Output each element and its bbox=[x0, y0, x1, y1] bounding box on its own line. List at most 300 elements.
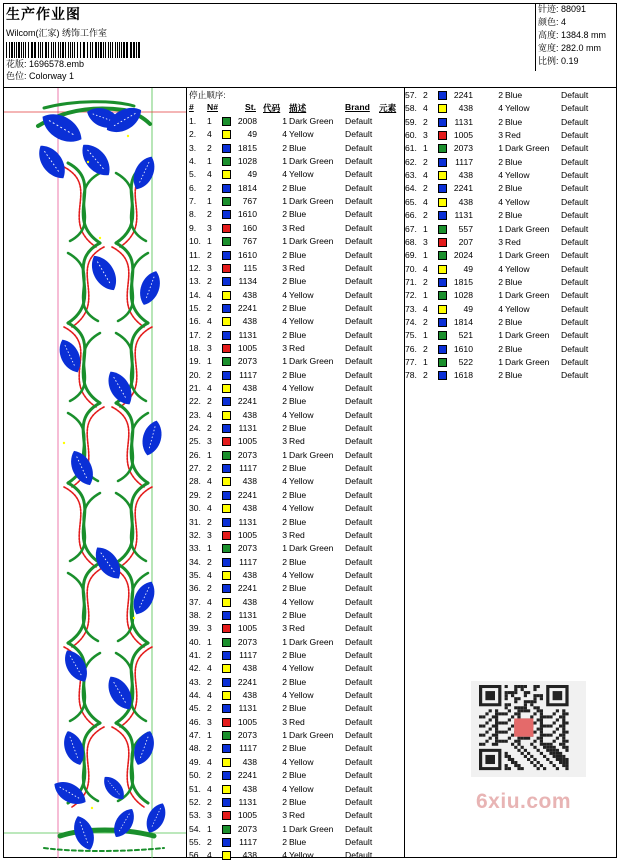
color-swatch bbox=[222, 424, 231, 433]
qr-module bbox=[565, 767, 568, 770]
stop-number: 18. bbox=[189, 342, 201, 353]
stop-row bbox=[189, 529, 404, 542]
qr-module bbox=[511, 758, 514, 761]
color-code: 4 bbox=[498, 103, 503, 114]
qr-module bbox=[527, 752, 530, 755]
color-swatch bbox=[222, 291, 231, 300]
stop-row bbox=[189, 409, 404, 422]
color-code: 1 bbox=[282, 156, 287, 167]
stop-number: 7. bbox=[189, 196, 197, 207]
qr-module bbox=[549, 752, 552, 755]
color-description: Blue bbox=[505, 276, 523, 287]
needle-number: 2 bbox=[207, 423, 212, 434]
thread-brand: Default bbox=[345, 476, 373, 487]
needle-number: 2 bbox=[207, 369, 212, 380]
stop-row bbox=[189, 155, 404, 168]
stop-number: 8. bbox=[189, 209, 197, 220]
qr-module bbox=[540, 728, 543, 731]
color-swatch bbox=[222, 571, 231, 580]
needle-number: 2 bbox=[423, 343, 428, 354]
stop-row bbox=[405, 289, 620, 302]
color-swatch bbox=[222, 397, 231, 406]
stop-number: 48. bbox=[189, 743, 201, 754]
stitch-count: 438 bbox=[242, 383, 257, 393]
stop-number: 61. bbox=[405, 143, 417, 154]
thread-brand: Default bbox=[345, 316, 373, 327]
qr-module bbox=[549, 715, 552, 718]
col-desc: 描述 bbox=[289, 103, 307, 113]
color-code: 4 bbox=[282, 129, 287, 140]
thread-brand: Default bbox=[345, 329, 373, 340]
color-code: 3 bbox=[282, 716, 287, 727]
stop-row bbox=[189, 582, 404, 595]
needle-number: 4 bbox=[207, 289, 212, 300]
color-swatch bbox=[438, 225, 447, 234]
stop-number: 49. bbox=[189, 756, 201, 767]
stitch-count: 1005 bbox=[237, 342, 257, 353]
stop-number: 66. bbox=[405, 210, 417, 221]
qr-module bbox=[508, 758, 511, 761]
color-swatch bbox=[222, 504, 231, 513]
thread-brand: Default bbox=[345, 249, 373, 260]
color-description: Yellow bbox=[505, 196, 530, 207]
qr-module bbox=[530, 703, 533, 706]
qr-module bbox=[540, 697, 543, 700]
qr-module bbox=[540, 752, 543, 755]
thread-brand: Default bbox=[345, 543, 373, 554]
color-description: Yellow bbox=[289, 129, 314, 140]
stitch-count: 438 bbox=[242, 316, 257, 327]
accent-dot bbox=[91, 807, 93, 809]
qr-module bbox=[482, 743, 485, 746]
stop-number: 40. bbox=[189, 636, 201, 647]
color-swatch bbox=[222, 130, 231, 139]
color-code: 2 bbox=[282, 396, 287, 407]
qr-module bbox=[537, 709, 540, 712]
qr-module bbox=[495, 718, 498, 721]
stitch-count: 1131 bbox=[238, 329, 257, 340]
stop-row bbox=[189, 542, 404, 555]
stop-row bbox=[189, 649, 404, 662]
qr-module bbox=[517, 737, 520, 740]
qr-finder bbox=[553, 691, 563, 700]
color-description: Yellow bbox=[289, 476, 314, 487]
thread-brand: Default bbox=[345, 262, 373, 273]
qr-module bbox=[533, 706, 536, 709]
qr-module bbox=[562, 709, 565, 712]
qr-module bbox=[565, 764, 568, 767]
thread-brand: Default bbox=[561, 143, 589, 154]
stop-number: 13. bbox=[189, 276, 201, 287]
qr-module bbox=[514, 697, 517, 700]
qr-module bbox=[517, 697, 520, 700]
stitch-count: 557 bbox=[458, 223, 473, 234]
stop-number: 10. bbox=[189, 236, 201, 247]
color-code: 3 bbox=[282, 623, 287, 634]
color-description: Blue bbox=[505, 116, 523, 127]
stop-number: 75. bbox=[405, 330, 417, 341]
stop-number: 23. bbox=[189, 409, 201, 420]
stop-number: 55. bbox=[189, 836, 201, 847]
color-code: 2 bbox=[498, 116, 503, 127]
stop-row bbox=[189, 836, 404, 849]
qr-module bbox=[559, 743, 562, 746]
qr-module bbox=[517, 706, 520, 709]
needle-number: 4 bbox=[207, 690, 212, 701]
color-swatch bbox=[222, 544, 231, 553]
qr-module bbox=[553, 755, 556, 758]
color-code: 1 bbox=[282, 236, 287, 247]
qr-module bbox=[527, 737, 530, 740]
color-code: 1 bbox=[498, 290, 503, 301]
thread-brand: Default bbox=[561, 116, 589, 127]
color-code: 4 bbox=[498, 196, 503, 207]
stop-row bbox=[189, 783, 404, 796]
stitch-count: 2073 bbox=[237, 636, 257, 647]
color-description: Yellow bbox=[289, 596, 314, 607]
color-description: Red bbox=[289, 810, 305, 821]
stitch-count: 1610 bbox=[237, 249, 257, 260]
qr-module bbox=[537, 685, 540, 688]
stop-row bbox=[405, 156, 620, 169]
needle-number: 2 bbox=[207, 489, 212, 500]
color-code: 1 bbox=[282, 196, 287, 207]
stop-row bbox=[189, 809, 404, 822]
color-code: 1 bbox=[282, 730, 287, 741]
stitch-count: 1005 bbox=[237, 623, 257, 634]
stop-row bbox=[189, 622, 404, 635]
color-swatch bbox=[222, 611, 231, 620]
stitch-count: 207 bbox=[458, 236, 473, 247]
qr-module bbox=[562, 712, 565, 715]
color-swatch bbox=[222, 210, 231, 219]
color-code: 2 bbox=[282, 770, 287, 781]
stitch-count: 438 bbox=[242, 663, 257, 674]
qr-module bbox=[501, 731, 504, 734]
color-swatch bbox=[222, 624, 231, 633]
qr-module bbox=[505, 767, 508, 770]
color-code: 2 bbox=[282, 583, 287, 594]
color-swatch bbox=[438, 91, 447, 100]
color-code: 2 bbox=[282, 489, 287, 500]
needle-number: 4 bbox=[207, 850, 212, 861]
qr-module bbox=[505, 731, 508, 734]
color-swatch bbox=[222, 184, 231, 193]
color-swatch bbox=[222, 518, 231, 527]
thread-brand: Default bbox=[561, 250, 589, 261]
qr-module bbox=[553, 764, 556, 767]
stop-number: 36. bbox=[189, 583, 201, 594]
qr-module bbox=[508, 737, 511, 740]
qr-module bbox=[546, 746, 549, 749]
qr-module bbox=[492, 715, 495, 718]
qr-module bbox=[521, 767, 524, 770]
stitch-count: 1005 bbox=[237, 810, 257, 821]
color-description: Dark Green bbox=[289, 823, 334, 834]
qr-module bbox=[501, 740, 504, 743]
qr-module bbox=[505, 752, 508, 755]
stop-number: 56. bbox=[189, 850, 201, 861]
thread-brand: Default bbox=[345, 409, 373, 420]
color-code: 4 bbox=[498, 303, 503, 314]
color-code: 4 bbox=[498, 170, 503, 181]
color-description: Red bbox=[289, 623, 305, 634]
color-swatch bbox=[222, 771, 231, 780]
qr-module bbox=[543, 746, 546, 749]
stop-number: 4. bbox=[189, 156, 197, 167]
stop-row bbox=[189, 275, 404, 288]
qr-module bbox=[556, 728, 559, 731]
color-description: Dark Green bbox=[505, 143, 550, 154]
qr-module bbox=[492, 725, 495, 728]
stop-row bbox=[189, 369, 404, 382]
color-code: 2 bbox=[282, 423, 287, 434]
stop-row bbox=[189, 849, 404, 862]
qr-module bbox=[485, 721, 488, 724]
thread-brand: Default bbox=[345, 756, 373, 767]
stop-number: 17. bbox=[189, 329, 201, 340]
stop-number: 20. bbox=[189, 369, 201, 380]
qr-module bbox=[543, 734, 546, 737]
thread-brand: Default bbox=[561, 130, 589, 141]
qr-module bbox=[492, 743, 495, 746]
col-brand: Brand bbox=[345, 102, 370, 112]
stop-number: 3. bbox=[189, 142, 197, 153]
qr-module bbox=[530, 715, 533, 718]
thread-brand: Default bbox=[561, 210, 589, 221]
stop-row bbox=[189, 208, 404, 221]
qr-module bbox=[527, 758, 530, 761]
color-swatch bbox=[438, 251, 447, 260]
color-description: Blue bbox=[505, 183, 523, 194]
stop-row bbox=[189, 315, 404, 328]
color-swatch bbox=[438, 171, 447, 180]
qr-module bbox=[524, 700, 527, 703]
stop-number: 60. bbox=[405, 130, 417, 141]
stop-row bbox=[405, 142, 620, 155]
thread-brand: Default bbox=[561, 183, 589, 194]
thread-brand: Default bbox=[345, 823, 373, 834]
color-swatch bbox=[222, 718, 231, 727]
color-code: 3 bbox=[498, 130, 503, 141]
stitch-count: 438 bbox=[458, 196, 473, 207]
qr-module bbox=[562, 740, 565, 743]
stop-number: 25. bbox=[189, 436, 201, 447]
color-description: Dark Green bbox=[289, 543, 334, 554]
color-description: Blue bbox=[289, 209, 307, 220]
qr-module bbox=[546, 734, 549, 737]
needle-number: 3 bbox=[207, 342, 212, 353]
qr-module bbox=[505, 721, 508, 724]
qr-module bbox=[562, 715, 565, 718]
color-swatch bbox=[222, 464, 231, 473]
qr-module bbox=[495, 728, 498, 731]
color-code: 2 bbox=[498, 343, 503, 354]
needle-number: 2 bbox=[423, 183, 428, 194]
stitch-count: 1117 bbox=[239, 463, 257, 474]
qr-module bbox=[514, 706, 517, 709]
needle-number: 1 bbox=[423, 357, 428, 367]
stop-number: 76. bbox=[405, 343, 417, 354]
qr-module bbox=[508, 718, 511, 721]
color-description: Yellow bbox=[289, 569, 314, 580]
color-swatch bbox=[222, 264, 231, 273]
stop-row bbox=[189, 716, 404, 729]
qr-module bbox=[524, 706, 527, 709]
qr-module bbox=[540, 764, 543, 767]
qr-module bbox=[479, 725, 482, 728]
qr-module bbox=[537, 718, 540, 721]
color-swatch bbox=[222, 157, 231, 166]
color-code: 2 bbox=[282, 209, 287, 220]
thread-brand: Default bbox=[561, 156, 589, 167]
thread-brand: Default bbox=[345, 770, 373, 781]
color-swatch bbox=[222, 144, 231, 153]
thread-brand: Default bbox=[561, 343, 589, 354]
qr-finder bbox=[485, 691, 495, 700]
stitch-count: 1131 bbox=[454, 210, 473, 221]
qr-module bbox=[505, 691, 508, 694]
stitch-count: 2073 bbox=[237, 730, 257, 741]
thread-brand: Default bbox=[345, 676, 373, 687]
stitch-count: 1131 bbox=[238, 796, 257, 807]
stitch-count: 2073 bbox=[453, 143, 473, 154]
needle-number: 2 bbox=[207, 302, 212, 313]
needle-number: 4 bbox=[207, 756, 212, 767]
stop-number: 43. bbox=[189, 676, 201, 687]
qr-module bbox=[565, 746, 568, 749]
stop-number: 24. bbox=[189, 423, 201, 434]
qr-module bbox=[530, 743, 533, 746]
stop-row bbox=[189, 182, 404, 195]
stop-row bbox=[189, 489, 404, 502]
qr-module bbox=[517, 740, 520, 743]
color-swatch bbox=[438, 278, 447, 287]
qr-module bbox=[559, 725, 562, 728]
needle-number: 4 bbox=[207, 476, 212, 487]
color-swatch bbox=[222, 197, 231, 206]
qr-module bbox=[485, 712, 488, 715]
thread-brand: Default bbox=[345, 636, 373, 647]
qr-module bbox=[514, 761, 517, 764]
stop-row bbox=[405, 223, 620, 236]
stop-row bbox=[189, 796, 404, 809]
color-swatch bbox=[222, 825, 231, 834]
qr-module bbox=[553, 712, 556, 715]
color-description: Blue bbox=[289, 796, 307, 807]
color-swatch bbox=[438, 158, 447, 167]
stop-number: 11. bbox=[189, 249, 201, 260]
qr-module bbox=[543, 725, 546, 728]
qr-module bbox=[562, 758, 565, 761]
stop-row bbox=[189, 609, 404, 622]
qr-module bbox=[556, 718, 559, 721]
color-description: Blue bbox=[289, 676, 307, 687]
color-description: Dark Green bbox=[289, 636, 334, 647]
stop-row bbox=[189, 449, 404, 462]
stop-row bbox=[189, 689, 404, 702]
thread-brand: Default bbox=[345, 169, 373, 180]
stop-row bbox=[189, 636, 404, 649]
stop-number: 69. bbox=[405, 250, 417, 261]
stop-row bbox=[189, 342, 404, 355]
color-swatch bbox=[222, 384, 231, 393]
stat-scale: 比例: 0.19 bbox=[538, 56, 579, 66]
color-swatch bbox=[222, 317, 231, 326]
color-swatch bbox=[438, 118, 447, 127]
color-description: Yellow bbox=[289, 756, 314, 767]
qr-module bbox=[517, 685, 520, 688]
needle-number: 2 bbox=[207, 209, 212, 220]
stitch-count: 438 bbox=[242, 569, 257, 580]
color-code: 2 bbox=[498, 90, 503, 100]
stop-number: 6. bbox=[189, 182, 197, 193]
color-code: 4 bbox=[282, 569, 287, 580]
qr-module bbox=[514, 685, 517, 688]
stitch-count: 49 bbox=[463, 263, 473, 274]
color-description: Yellow bbox=[289, 503, 314, 514]
stop-number: 74. bbox=[405, 316, 417, 327]
qr-module bbox=[546, 715, 549, 718]
color-swatch bbox=[438, 345, 447, 354]
thread-brand: Default bbox=[345, 730, 373, 741]
stitch-count: 1005 bbox=[237, 529, 257, 540]
stop-number: 37. bbox=[189, 596, 201, 607]
stop-row bbox=[189, 569, 404, 582]
qr-module bbox=[521, 737, 524, 740]
thread-brand: Default bbox=[345, 529, 373, 540]
thread-brand: Default bbox=[345, 142, 373, 153]
color-description: Blue bbox=[505, 370, 523, 381]
col-element: 元素 bbox=[379, 103, 397, 113]
thread-brand: Default bbox=[561, 196, 589, 207]
needle-number: 1 bbox=[423, 143, 428, 154]
needle-number: 4 bbox=[207, 503, 212, 514]
color-description: Blue bbox=[505, 316, 523, 327]
stop-row bbox=[405, 356, 620, 369]
stop-row bbox=[189, 168, 404, 181]
stop-row bbox=[189, 662, 404, 675]
needle-number: 2 bbox=[423, 316, 428, 327]
stop-row bbox=[189, 422, 404, 435]
color-description: Yellow bbox=[289, 316, 314, 327]
thread-brand: Default bbox=[345, 302, 373, 313]
color-swatch bbox=[438, 371, 447, 380]
qr-module bbox=[546, 758, 549, 761]
qr-module bbox=[533, 746, 536, 749]
thread-brand: Default bbox=[345, 196, 373, 207]
needle-number: 4 bbox=[423, 303, 428, 314]
thread-brand: Default bbox=[345, 623, 373, 634]
qr-module bbox=[517, 709, 520, 712]
qr-module bbox=[533, 685, 536, 688]
qr-module bbox=[514, 746, 517, 749]
thread-brand: Default bbox=[345, 703, 373, 714]
qr-module bbox=[498, 731, 501, 734]
color-code: 4 bbox=[282, 409, 287, 420]
color-description: Dark Green bbox=[289, 196, 334, 207]
qr-module bbox=[549, 746, 552, 749]
color-code: 4 bbox=[282, 476, 287, 487]
thread-brand: Default bbox=[345, 222, 373, 233]
stitch-count: 2241 bbox=[237, 583, 257, 594]
thread-brand: Default bbox=[561, 223, 589, 234]
thread-brand: Default bbox=[345, 716, 373, 727]
color-swatch bbox=[438, 104, 447, 113]
stop-row bbox=[189, 702, 404, 715]
stop-row bbox=[189, 249, 404, 262]
stitch-count: 522 bbox=[458, 357, 473, 367]
